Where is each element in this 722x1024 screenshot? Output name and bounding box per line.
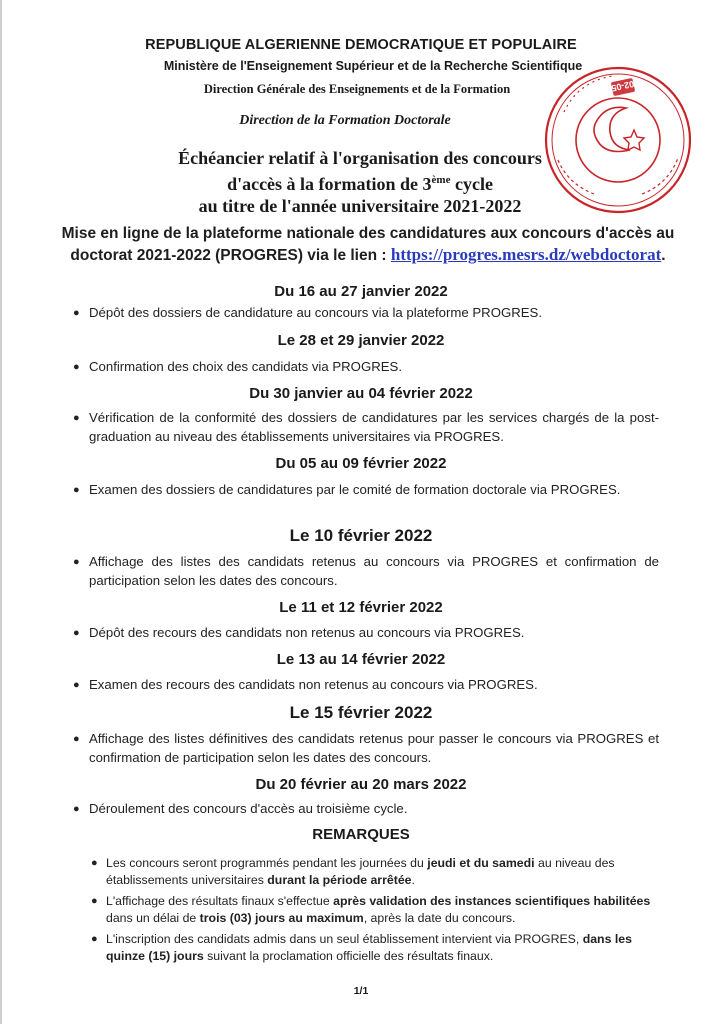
page-number: 1/1 (353, 985, 369, 997)
remark-1: ● Les concours seront programmés pendant les journées du jeudi et du samedi au niveau des établissements universitaires durant la période arrêtée. (91, 856, 615, 887)
remark-3: ● L'inscription des candidats admis dans un seul établissement intervient via PROGRES, dans les quinze (15) jours suivant la proclamation officielle des résultats finaux. (91, 932, 632, 963)
seal-date: 02-05 (610, 78, 636, 94)
intro-text: Mise en ligne de la plateforme nationale des candidatures aux concours d'accès au doctorat 2021-2022 (PROGRES) via le lien : (61, 225, 675, 264)
schedule-date-3: Du 30 janvier au 04 février 2022 (249, 385, 473, 402)
scan-edge (0, 0, 2, 1024)
schedule-item-4: ● Examen des dossiers de candidatures par le comité de formation doctorale via PROGRES. (73, 482, 621, 497)
header-ministry: Ministère de l'Enseignement Supérieur et de la Recherche Scientifique (163, 59, 583, 73)
schedule-date-6: Le 11 et 12 février 2022 (279, 599, 443, 616)
document-title (60, 147, 660, 217)
header-direction-doctorale: Direction de la Formation Doctorale (239, 113, 451, 128)
schedule-item-3: ● Vérification de la conformité des dossiers de candidatures par les services chargés de la post-graduation au niveau des établissements universitaires via PROGRES. (73, 410, 659, 444)
title-line-2: d'accès à la formation de 3ème cycle (227, 174, 493, 194)
schedule-date-2: Le 28 et 29 janvier 2022 (277, 332, 445, 349)
remarks-title: REMARQUES (312, 826, 410, 843)
schedule-date-7: Le 13 au 14 février 2022 (276, 651, 446, 668)
schedule-item-9: ● Déroulement des concours d'accès au troisième cycle. (73, 801, 408, 816)
header-direction-generale: Direction Générale des Enseignements et de la Formation (203, 82, 511, 96)
header-republic: REPUBLIQUE ALGERIENNE DEMOCRATIQUE ET POPULAIRE (145, 37, 577, 53)
title-line-1: Échéancier relatif à l'organisation des concours (178, 148, 542, 168)
schedule-item-8: ● Affichage des listes définitives des candidats retenus pour passer le concours via PROGRES et confirmation de participation selon les dates des concours. (73, 731, 659, 765)
remark-2: ● L'affichage des résultats finaux s'effectue après validation des instances scientifiques habilitées dans un délai de trois (03) jours au maximum, après la date du concours. (91, 894, 651, 925)
schedule-item-5: ● Affichage des listes des candidats retenus au concours via PROGRES et confirmation de participation selon les dates des concours. (73, 554, 659, 588)
title-line-3: au titre de l'année universitaire 2021-2022 (198, 196, 522, 216)
schedule-date-5: Le 10 février 2022 (289, 526, 433, 545)
schedule-item-7: ● Examen des recours des candidats non retenus au concours via PROGRES. (73, 677, 538, 692)
progres-link[interactable]: https://progres.mesrs.dz/webdoctorat (390, 245, 662, 264)
schedule-item-6: ● Dépôt des recours des candidats non retenus au concours via PROGRES. (73, 625, 525, 640)
schedule-item-1: ● Dépôt des dossiers de candidature au concours via la plateforme PROGRES. (73, 305, 543, 320)
schedule-item-2: ● Confirmation des choix des candidats via PROGRES. (73, 359, 402, 374)
intro-paragraph: Mise en ligne de la plateforme nationale des candidatures aux concours d'accès au doctorat 2021-2022 (PROGRES) via le lien : https://progres.mesrs.dz/webdoctorat. (61, 225, 675, 264)
schedule-date-9: Du 20 février au 20 mars 2022 (255, 776, 467, 793)
schedule-date-8: Le 15 février 2022 (289, 703, 433, 722)
schedule-date-4: Du 05 au 09 février 2022 (275, 455, 447, 472)
schedule-date-1: Du 16 au 27 janvier 2022 (274, 283, 448, 300)
